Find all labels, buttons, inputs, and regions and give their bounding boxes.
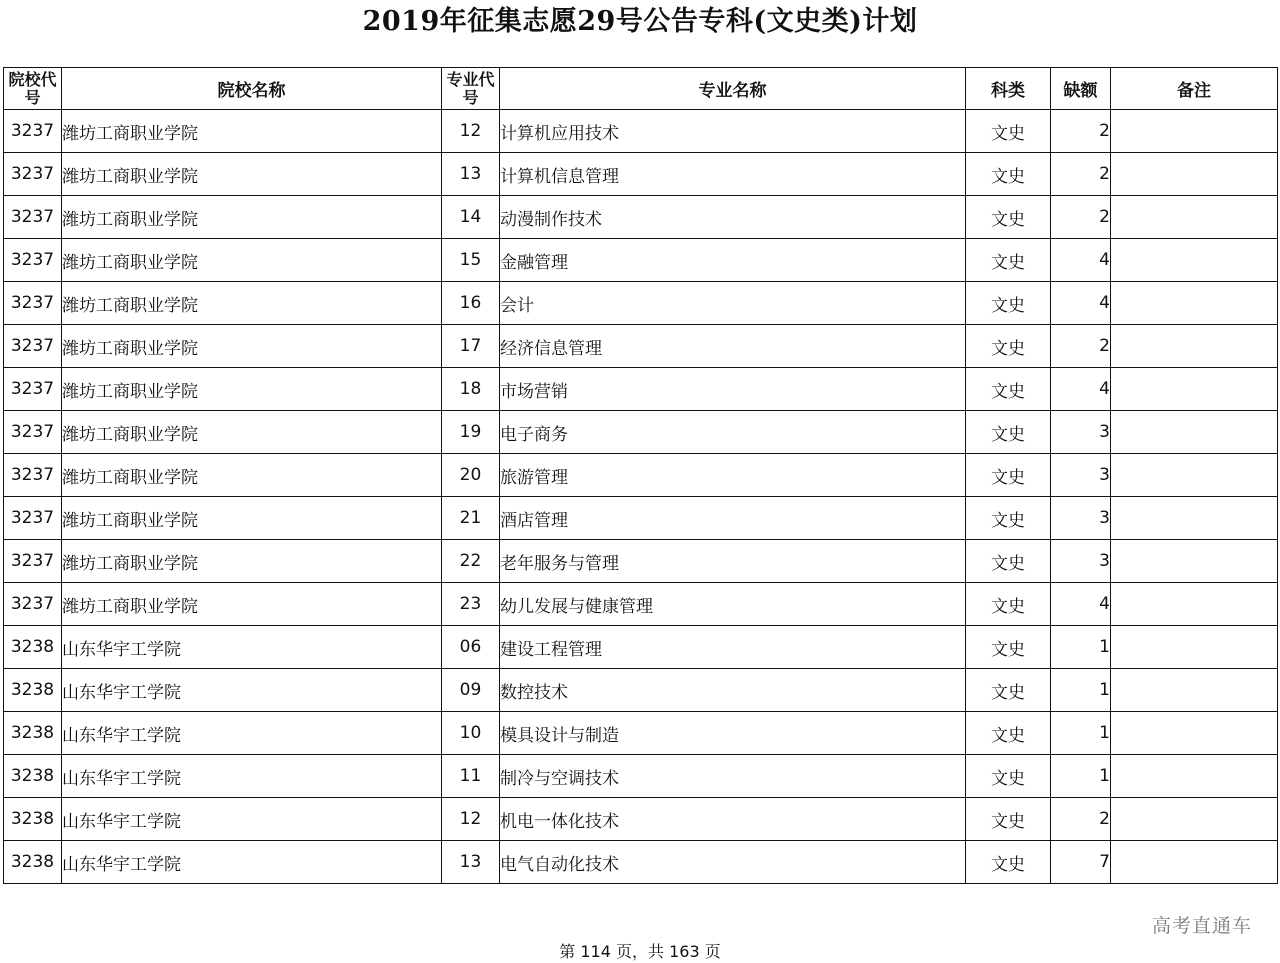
table-row xyxy=(4,282,1278,325)
cell-school-code: 3237 xyxy=(4,368,62,411)
table-row xyxy=(4,110,1278,153)
cell-school-code: 3237 xyxy=(4,540,62,583)
cell-school-code: 3237 xyxy=(4,153,62,196)
cell-major-code: 14 xyxy=(442,196,500,239)
cell-school-name: 潍坊工商职业学院 xyxy=(62,583,442,626)
header-school-name: 院校名称 xyxy=(62,68,442,110)
cell-category: 文史 xyxy=(966,411,1051,454)
page-title: 2019年征集志愿29号公告专科(文史类)计划 xyxy=(362,6,918,37)
cell-note xyxy=(1111,497,1278,540)
cell-school-code: 3237 xyxy=(4,282,62,325)
cell-major-code: 18 xyxy=(442,368,500,411)
cell-category: 文史 xyxy=(966,669,1051,712)
table-row xyxy=(4,755,1278,798)
cell-category: 文史 xyxy=(966,325,1051,368)
cell-school-code: 3237 xyxy=(4,325,62,368)
cell-major-code: 23 xyxy=(442,583,500,626)
cell-note xyxy=(1111,411,1278,454)
cell-category: 文史 xyxy=(966,798,1051,841)
cell-note xyxy=(1111,196,1278,239)
cell-major-code: 20 xyxy=(442,454,500,497)
cell-major-name: 电子商务 xyxy=(500,411,966,454)
page-number: 第 114 页，共 163 页 xyxy=(559,942,721,961)
cell-school-name: 山东华宇工学院 xyxy=(62,798,442,841)
cell-note xyxy=(1111,325,1278,368)
cell-school-code: 3238 xyxy=(4,755,62,798)
cell-school-code: 3237 xyxy=(4,411,62,454)
cell-major-code: 12 xyxy=(442,110,500,153)
table-row xyxy=(4,583,1278,626)
cell-quota: 4 xyxy=(1051,239,1111,282)
table-row xyxy=(4,368,1278,411)
cell-major-name: 旅游管理 xyxy=(500,454,966,497)
cell-school-name: 潍坊工商职业学院 xyxy=(62,540,442,583)
cell-note xyxy=(1111,583,1278,626)
cell-note xyxy=(1111,540,1278,583)
cell-major-code: 13 xyxy=(442,153,500,196)
cell-major-name: 经济信息管理 xyxy=(500,325,966,368)
cell-major-name: 计算机应用技术 xyxy=(500,110,966,153)
cell-major-code: 15 xyxy=(442,239,500,282)
cell-quota: 3 xyxy=(1051,411,1111,454)
table-row xyxy=(4,325,1278,368)
cell-quota: 4 xyxy=(1051,583,1111,626)
cell-category: 文史 xyxy=(966,626,1051,669)
cell-major-code: 11 xyxy=(442,755,500,798)
cell-note xyxy=(1111,239,1278,282)
cell-school-name: 山东华宇工学院 xyxy=(62,669,442,712)
cell-quota: 3 xyxy=(1051,497,1111,540)
cell-major-code: 16 xyxy=(442,282,500,325)
cell-major-name: 市场营销 xyxy=(500,368,966,411)
cell-note xyxy=(1111,454,1278,497)
cell-quota: 2 xyxy=(1051,153,1111,196)
cell-school-code: 3238 xyxy=(4,669,62,712)
cell-note xyxy=(1111,669,1278,712)
cell-quota: 3 xyxy=(1051,540,1111,583)
cell-category: 文史 xyxy=(966,239,1051,282)
cell-major-code: 19 xyxy=(442,411,500,454)
cell-major-name: 金融管理 xyxy=(500,239,966,282)
header-school-code: 院校代号 xyxy=(4,68,62,110)
cell-major-name: 老年服务与管理 xyxy=(500,540,966,583)
cell-school-name: 潍坊工商职业学院 xyxy=(62,454,442,497)
header-note: 备注 xyxy=(1111,68,1278,110)
cell-quota: 2 xyxy=(1051,196,1111,239)
table-row xyxy=(4,454,1278,497)
cell-major-name: 酒店管理 xyxy=(500,497,966,540)
cell-school-name: 山东华宇工学院 xyxy=(62,626,442,669)
cell-major-name: 幼儿发展与健康管理 xyxy=(500,583,966,626)
cell-quota: 3 xyxy=(1051,454,1111,497)
cell-major-code: 21 xyxy=(442,497,500,540)
cell-quota: 7 xyxy=(1051,841,1111,884)
cell-school-name: 潍坊工商职业学院 xyxy=(62,153,442,196)
cell-note xyxy=(1111,841,1278,884)
watermark-text: 高考直通车 xyxy=(1151,915,1252,937)
table-row xyxy=(4,626,1278,669)
enrollment-plan-table xyxy=(3,67,1278,884)
table-row xyxy=(4,239,1278,282)
cell-school-name: 潍坊工商职业学院 xyxy=(62,497,442,540)
cell-note xyxy=(1111,153,1278,196)
cell-note xyxy=(1111,755,1278,798)
table-row xyxy=(4,497,1278,540)
cell-school-name: 潍坊工商职业学院 xyxy=(62,196,442,239)
cell-quota: 2 xyxy=(1051,798,1111,841)
cell-major-name: 电气自动化技术 xyxy=(500,841,966,884)
cell-category: 文史 xyxy=(966,540,1051,583)
cell-quota: 1 xyxy=(1051,755,1111,798)
table-row xyxy=(4,196,1278,239)
cell-category: 文史 xyxy=(966,712,1051,755)
cell-note xyxy=(1111,798,1278,841)
table-row xyxy=(4,798,1278,841)
table-row xyxy=(4,411,1278,454)
cell-major-code: 12 xyxy=(442,798,500,841)
cell-school-code: 3238 xyxy=(4,841,62,884)
header-quota: 缺额 xyxy=(1051,68,1111,110)
cell-school-name: 潍坊工商职业学院 xyxy=(62,110,442,153)
cell-major-name: 计算机信息管理 xyxy=(500,153,966,196)
cell-note xyxy=(1111,110,1278,153)
cell-school-code: 3237 xyxy=(4,196,62,239)
cell-major-name: 制冷与空调技术 xyxy=(500,755,966,798)
table-row xyxy=(4,841,1278,884)
cell-major-code: 10 xyxy=(442,712,500,755)
table-row xyxy=(4,712,1278,755)
cell-quota: 4 xyxy=(1051,368,1111,411)
cell-school-name: 潍坊工商职业学院 xyxy=(62,411,442,454)
cell-school-code: 3238 xyxy=(4,626,62,669)
cell-school-name: 潍坊工商职业学院 xyxy=(62,325,442,368)
header-major-name: 专业名称 xyxy=(500,68,966,110)
cell-category: 文史 xyxy=(966,583,1051,626)
cell-note xyxy=(1111,712,1278,755)
cell-category: 文史 xyxy=(966,110,1051,153)
header-major-code: 专业代号 xyxy=(442,68,500,110)
cell-quota: 2 xyxy=(1051,110,1111,153)
cell-category: 文史 xyxy=(966,153,1051,196)
cell-major-code: 06 xyxy=(442,626,500,669)
cell-school-name: 山东华宇工学院 xyxy=(62,712,442,755)
header-category: 科类 xyxy=(966,68,1051,110)
cell-school-name: 潍坊工商职业学院 xyxy=(62,282,442,325)
cell-school-name: 山东华宇工学院 xyxy=(62,841,442,884)
table-body xyxy=(4,110,1278,884)
cell-major-code: 09 xyxy=(442,669,500,712)
cell-major-code: 13 xyxy=(442,841,500,884)
cell-school-code: 3237 xyxy=(4,110,62,153)
cell-major-name: 建设工程管理 xyxy=(500,626,966,669)
cell-school-name: 潍坊工商职业学院 xyxy=(62,239,442,282)
table-header-row xyxy=(4,68,1278,110)
table-row xyxy=(4,669,1278,712)
cell-quota: 1 xyxy=(1051,712,1111,755)
cell-category: 文史 xyxy=(966,755,1051,798)
cell-category: 文史 xyxy=(966,841,1051,884)
cell-school-name: 潍坊工商职业学院 xyxy=(62,368,442,411)
cell-quota: 1 xyxy=(1051,626,1111,669)
cell-major-name: 会计 xyxy=(500,282,966,325)
cell-quota: 4 xyxy=(1051,282,1111,325)
cell-major-code: 17 xyxy=(442,325,500,368)
cell-quota: 1 xyxy=(1051,669,1111,712)
cell-school-code: 3237 xyxy=(4,454,62,497)
table-row xyxy=(4,540,1278,583)
cell-category: 文史 xyxy=(966,368,1051,411)
cell-category: 文史 xyxy=(966,454,1051,497)
cell-category: 文史 xyxy=(966,497,1051,540)
cell-major-name: 机电一体化技术 xyxy=(500,798,966,841)
cell-note xyxy=(1111,368,1278,411)
cell-school-code: 3237 xyxy=(4,583,62,626)
cell-category: 文史 xyxy=(966,282,1051,325)
cell-major-name: 模具设计与制造 xyxy=(500,712,966,755)
cell-note xyxy=(1111,626,1278,669)
cell-school-code: 3238 xyxy=(4,798,62,841)
cell-school-code: 3238 xyxy=(4,712,62,755)
cell-major-code: 22 xyxy=(442,540,500,583)
cell-major-name: 动漫制作技术 xyxy=(500,196,966,239)
cell-quota: 2 xyxy=(1051,325,1111,368)
table-row xyxy=(4,153,1278,196)
cell-note xyxy=(1111,282,1278,325)
cell-category: 文史 xyxy=(966,196,1051,239)
cell-school-code: 3237 xyxy=(4,497,62,540)
cell-major-name: 数控技术 xyxy=(500,669,966,712)
cell-school-name: 山东华宇工学院 xyxy=(62,755,442,798)
cell-school-code: 3237 xyxy=(4,239,62,282)
